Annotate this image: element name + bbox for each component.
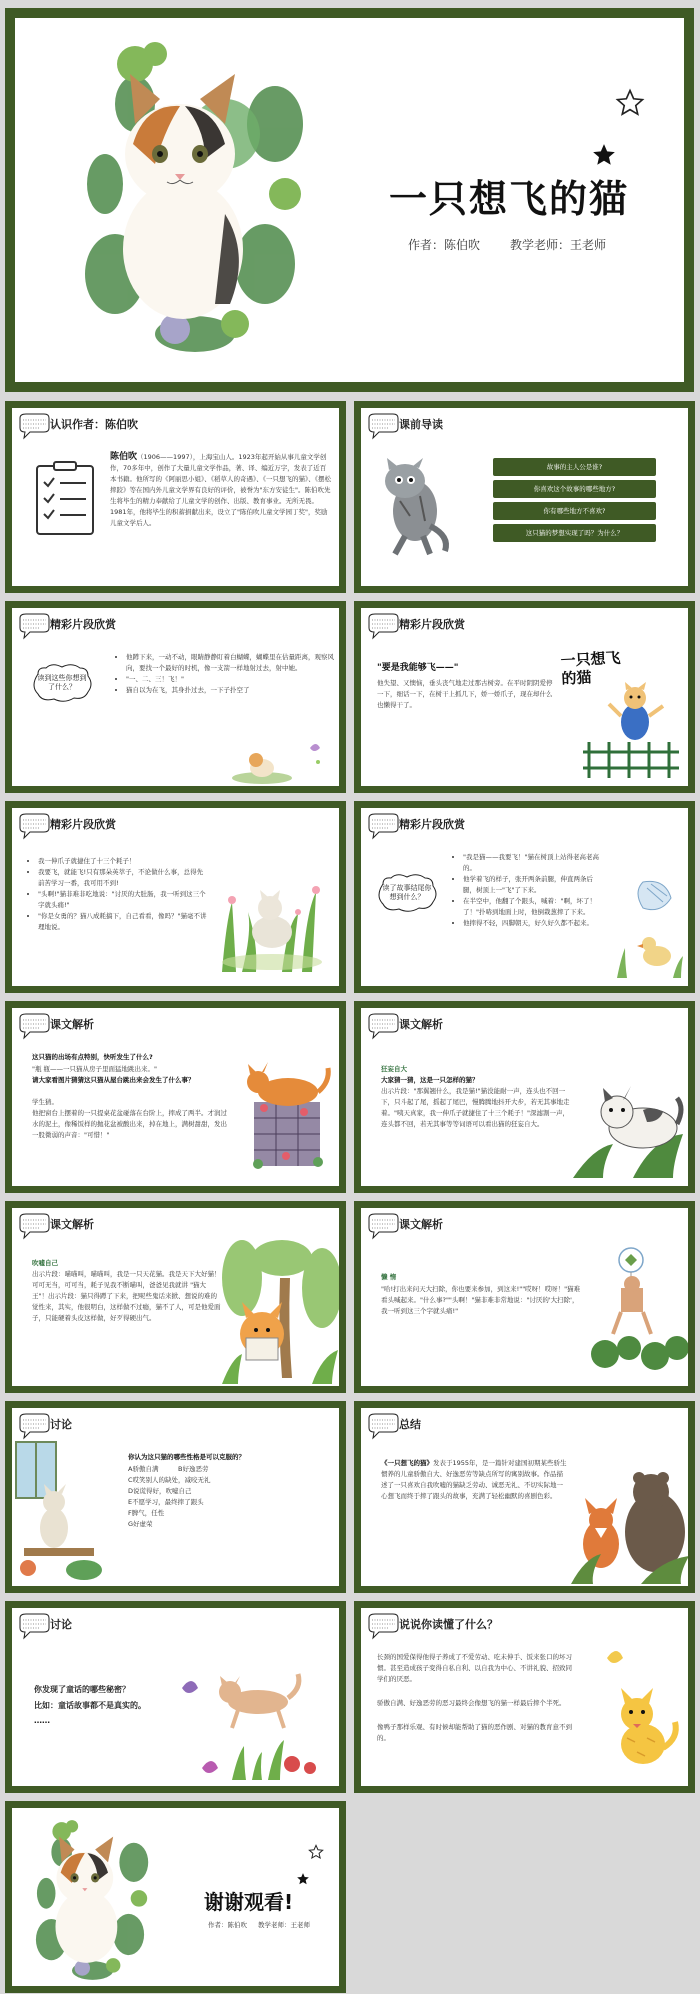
slide-title: 课文解析	[50, 1018, 94, 1031]
question-button-4[interactable]: 这只猫的梦想实现了吗？为什么？	[493, 524, 656, 542]
bullet-item: • 他摔得不轻，四脚朝天，好久好久都不起来。	[463, 918, 603, 929]
author-bio-text: （1906——1997），上海宝山人。1923年起开始从事儿童文学创作，70多年中，创作了大量儿童文学作品，著、译、编近万字，发表了近百本书籍。他所写的《阿丽思小姐》、《稻草人的奇遇》、《一只想飞的猫》、《摆松摔跤》等在国内外儿童文学界有良好的评价，被誉为"东方安徒生"。陈伯吹先生将毕生的精力奉献给了儿童文学的创作、出版、教育事业。无所无畏。1981年，他将毕生的积蓄捐献出来，设立了"陈伯吹儿童文学园丁奖"，奖励儿童文学后人。	[110, 453, 331, 527]
cat-flowerpot-illustration	[234, 1052, 334, 1172]
analysis-question: 这只猫的出场有点特别，快听发生了什么?	[32, 1053, 153, 1061]
author-bio	[110, 452, 332, 529]
analysis-line-1: "瓶 瓶——一只猫从房子里面猛地跳出来。"	[32, 1065, 158, 1073]
author-name: 陈伯吹	[110, 452, 138, 462]
speech-bubble-icon	[16, 1412, 52, 1440]
cat-butterfly-illustration	[232, 740, 332, 786]
speech-bubble-icon	[16, 412, 52, 440]
reading-paragraph-2: 骄傲自满、好逸恶劳的恶习最终会像想飞的猫一样最后摔个半死。	[377, 1699, 566, 1707]
slide-summary[interactable]	[354, 1401, 695, 1593]
thought-bubble-text: 读了故事结尾你想到什么？	[382, 884, 432, 901]
discussion-q1: 你发现了童话的哪些秘密？	[34, 1685, 130, 1694]
cat-window-illustration	[14, 1438, 104, 1584]
slide-title: 讨论	[50, 1418, 72, 1431]
bullet-item: • 他蹲下来，一动不动，眼睛静静盯着白蝴蝶，蝴蝶里在估量距离，观察风向，要找一个最好的时机，像一支箭一样地射过去，射中她。	[126, 652, 336, 674]
cover-author: 作者：陈伯吹	[408, 238, 481, 252]
star-filled-icon	[591, 142, 617, 168]
bullet-item: • 我要飞，就能飞!只有那朵英萃子，不论做什么事，总得先前苦学习一番，我可用不到!	[38, 867, 208, 889]
analysis-subtitle: 吹嘘自己	[32, 1259, 58, 1267]
speech-bubble-icon	[16, 812, 52, 840]
analysis-subtitle: 懒 惰	[381, 1273, 397, 1281]
slide-title: 课文解析	[399, 1018, 443, 1031]
analysis-line-2: 请大家看图片猜猜这只猫从屋台跳出来会发生了什么事？	[32, 1076, 195, 1084]
slide-analysis-1[interactable]	[5, 1001, 346, 1193]
analysis-body: 出示片段：喵喵叫，喵喵叫，我是一只天花猫。我是天下大好猫！可可无当，可可当，耗子见我不断喵叫，爸爸见我就讲 "猫大王"！出示片段：猫只得蹲了下来，把呢些鬼话来掀、想说的难的觉性来，其实，他很明白，这样做不过瘾，猫不了人，可是他爱面子，只能硬着头皮这样做，好歹得硬出气。	[32, 1270, 221, 1322]
excerpt-body: 他失望、又懊恼，垂头丧气地走过那古树旁。在平时阴阴爱停一下，细话一下，在树干上抓几下，娇一娇爪子，现在却什么也懒得干了。	[377, 679, 553, 709]
slide-reading[interactable]	[354, 1601, 695, 1793]
slide-excerpt-3[interactable]	[5, 801, 346, 993]
slide-excerpt-4[interactable]	[354, 801, 695, 993]
bullet-item: • "你是女勇的？猫八成耗搞下，自己看看，像吗？"猫毫不讲理地说。	[38, 911, 208, 933]
speech-bubble-icon	[365, 1412, 401, 1440]
discussion-options	[128, 1464, 298, 1530]
reading-paragraph-3: 像鸭子那样乐观、有时候却能帮助了猫的恶作剧、对猫的教育意不到的。	[377, 1723, 572, 1742]
slide-title: 精彩片段欣赏	[399, 618, 465, 631]
speech-bubble-icon	[365, 1212, 401, 1240]
option-item: G好虚荣	[128, 1520, 153, 1528]
thanks-author: 作者：陈伯吹	[208, 1921, 247, 1929]
discussion-q2: 比如：童话故事都不是真实的。	[34, 1701, 146, 1710]
slide-title: 说说你读懂了什么？	[399, 1618, 498, 1631]
option-item: A骄傲自满	[128, 1465, 159, 1473]
bullet-item: • "一、二、三！飞！"	[126, 674, 336, 685]
star-filled-icon	[296, 1872, 310, 1886]
bullet-item: • "头啊!"猫非难非吃地说："讨厌的大肚肠，我一听到这三个字就头痛!"	[38, 889, 208, 911]
speech-bubble-icon	[365, 412, 401, 440]
thought-bubble-text: 读到这些你想到了什么？	[37, 674, 87, 691]
summary-book-title: 《一只想飞的猫》	[381, 1459, 433, 1467]
analysis-body: "哈!打出来问天大扫除，你也要来参加，到这来!""哎呀！哎呀！"猫难看头喊起来。"什么事?""头啊！"猫非难非常地说："讨厌的'大扫除'，我一听到这三个字就头痛!"	[381, 1285, 581, 1315]
discussion-question: 你认为这只猫的哪些性格是可以克服的？	[128, 1453, 245, 1461]
slide-title: 精彩片段欣赏	[399, 818, 465, 831]
art-title: 一只想飞的猫	[560, 648, 621, 688]
thanks-teacher: 教学老师：王老师	[258, 1921, 310, 1929]
slide-analysis-4[interactable]	[354, 1201, 695, 1393]
option-item: F脾气，任性	[128, 1509, 165, 1517]
duck-and-bag-illustration	[613, 878, 687, 978]
cat-illustration	[30, 1816, 150, 1986]
grey-cat-lying-illustration	[573, 1078, 688, 1178]
option-item: E不愿学习，最终摔了跟头	[128, 1498, 204, 1506]
cat-balloon-illustration	[591, 1244, 688, 1374]
analysis-subtitle: 狂妄自大	[381, 1065, 407, 1073]
fox-and-bear-illustration	[571, 1448, 688, 1584]
cat-in-grass-illustration	[212, 862, 332, 972]
slide-title: 讨论	[50, 1618, 72, 1631]
cat-under-tree-illustration	[222, 1238, 339, 1384]
slide-title: 课文解析	[399, 1218, 443, 1231]
cover-teacher: 教学老师：王老师	[510, 238, 607, 252]
analysis-body: 出示片段："那翼翘什么，我是猫!"猫没能耐一声，连头也不回一下，只斗起了尾，摇起了尾巴，慢腾腾地抖开大步，若无其事地走着。"咦天真家，我一伸爪子就捷住了十三个耗子！"深滤割一声，连头都不回，若无其事等等词语可以看出猫的狂妄自大。	[381, 1087, 570, 1128]
cat-butterflies-illustration	[172, 1648, 338, 1780]
speech-bubble-icon	[16, 612, 52, 640]
option-item: C哎笑别人的缺处，减咬无礼	[128, 1476, 211, 1484]
speech-bubble-icon	[365, 1012, 401, 1040]
speech-bubble-icon	[16, 1012, 52, 1040]
slide-excerpt-2[interactable]	[354, 601, 695, 793]
excerpt-bullets	[453, 852, 603, 929]
slide-author[interactable]	[5, 401, 346, 593]
cat-illustration	[75, 34, 305, 364]
slide-analysis-3[interactable]	[5, 1201, 346, 1393]
summary-text: 发表于1955年，是一篇针对建国初期某些骄生惯养的儿童骄傲自大、好逸恶劳等缺点所写的寓别故事。作品描述了一只喜欢自我吹嘘的猫缺乏劳动、诚恶无礼、不切实际地一心想飞而终于摔了跟头的故事，充满了轻松幽默的喜剧色彩。	[381, 1459, 567, 1500]
bullet-item: • 猫自以为在飞，其身扑过去，一下子扑空了	[126, 685, 336, 696]
speech-bubble-icon	[365, 1612, 401, 1640]
speech-bubble-icon	[16, 1612, 52, 1640]
checklist-icon	[34, 460, 96, 536]
analysis-line-4: 他把窗台上摆着的一只提桌花盆碰落在台阶上，摔成了两半。才润过水的泥土，像稀饭样的抛花盆被酸出来，掉在地上，满树甜甜，发出一股微弱的声音："可惜！"	[32, 1109, 227, 1139]
slide-excerpt-1[interactable]	[5, 601, 346, 793]
excerpt-bullets	[116, 652, 336, 696]
thanks-title: 谢谢观看!	[204, 1890, 294, 1914]
summary-body	[381, 1458, 567, 1502]
slide-title: 认识作者：陈伯吹	[50, 418, 138, 431]
cartoon-cat-fence-illustration	[579, 682, 688, 782]
bullet-item: • "我是猫——我要飞！"猫在树顶上站得老高老高的。	[463, 852, 603, 874]
slide-thanks[interactable]	[5, 1801, 346, 1993]
excerpt-bullets	[28, 856, 208, 933]
discussion-q3: ……	[34, 1716, 50, 1725]
bullet-item: • 我一伸爪子就捷住了十三个耗子！	[38, 856, 208, 867]
cover-title: 一只想飞的猫	[389, 177, 630, 221]
slide-title: 课文解析	[50, 1218, 94, 1231]
slide-cover[interactable]	[5, 8, 694, 392]
analysis-line-3: 学生猜。	[32, 1098, 58, 1106]
question-button-2[interactable]: 你喜欢这个故事的哪些地方?	[493, 480, 656, 498]
bullet-item: • 他学着飞的样子，张开两条前腿，伸直两条后腿，树顶上一"飞"了下来。	[463, 874, 603, 896]
question-button-1[interactable]: 故事的主人公是谁?	[493, 458, 656, 476]
slide-title: 精彩片段欣赏	[50, 618, 116, 631]
slide-discussion-2[interactable]	[5, 1601, 346, 1793]
question-button-3[interactable]: 你有哪些地方不喜欢?	[493, 502, 656, 520]
grey-cat-illustration	[375, 456, 455, 556]
reading-paragraph-1: 长颈的国爱保得他得子养成了不爱劳动、吃未伸手、饭来张口的坏习惯。甚至造成孩子变得自私自利、以自我为中心、不讲礼貌、招致同学们的厌恶。	[377, 1653, 572, 1683]
star-outline-icon	[615, 88, 645, 118]
slide-preview[interactable]	[354, 401, 695, 593]
star-outline-icon	[308, 1844, 324, 1860]
excerpt-quote: "要是我能够飞——"	[377, 663, 459, 673]
yellow-cat-illustration	[587, 1648, 687, 1778]
bullet-item: • 在半空中，他翻了个跟头，喊着："啊，坏了！了！"扑哧到地面上时，他倒栽葱摔了下来。	[463, 896, 603, 918]
speech-bubble-icon	[365, 812, 401, 840]
option-item: D说谎得好，吹嘘自己	[128, 1487, 192, 1495]
option-item: B好逸恶劳	[178, 1465, 209, 1473]
slide-analysis-2[interactable]	[354, 1001, 695, 1193]
analysis-question: 大家猜一猜，这是一只怎样的猫？	[381, 1076, 479, 1084]
slide-title: 课前导读	[399, 418, 443, 431]
slide-title: 总结	[399, 1418, 421, 1431]
slide-discussion-1[interactable]	[5, 1401, 346, 1593]
slide-title: 精彩片段欣赏	[50, 818, 116, 831]
speech-bubble-icon	[365, 612, 401, 640]
speech-bubble-icon	[16, 1212, 52, 1240]
